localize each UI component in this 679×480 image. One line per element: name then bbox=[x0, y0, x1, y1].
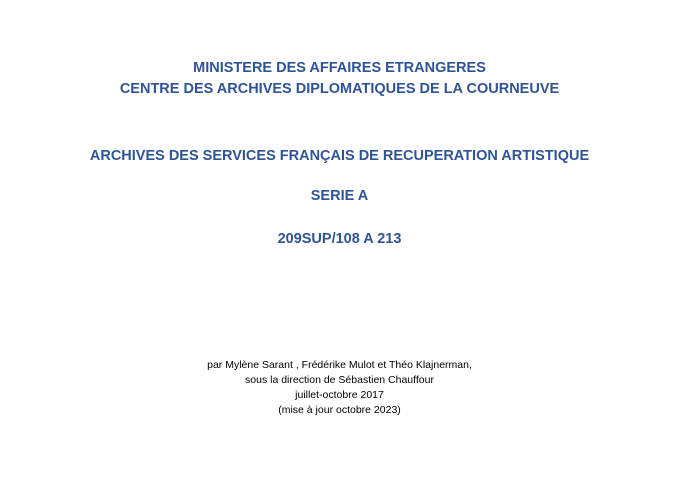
series-label: SERIE A bbox=[310, 188, 369, 204]
ministry-heading: MINISTERE DES AFFAIRES ETRANGERES bbox=[193, 60, 486, 76]
credits-block bbox=[0, 358, 679, 418]
reference-code: 209SUP/108 A 213 bbox=[277, 231, 402, 247]
date-line: juillet-octobre 2017 bbox=[295, 389, 384, 401]
document-title: ARCHIVES DES SERVICES FRANÇAIS DE RECUPERATION ARTISTIQUE bbox=[89, 148, 590, 164]
authors-line: par Mylène Sarant , Frédérike Mulot et Théo Klajnerman, bbox=[207, 359, 472, 371]
archives-center-heading: CENTRE DES ARCHIVES DIPLOMATIQUES DE LA COURNEUVE bbox=[119, 81, 560, 97]
direction-line: sous la direction de Sébastien Chauffour bbox=[245, 374, 434, 386]
update-line: (mise à jour octobre 2023) bbox=[278, 404, 401, 416]
